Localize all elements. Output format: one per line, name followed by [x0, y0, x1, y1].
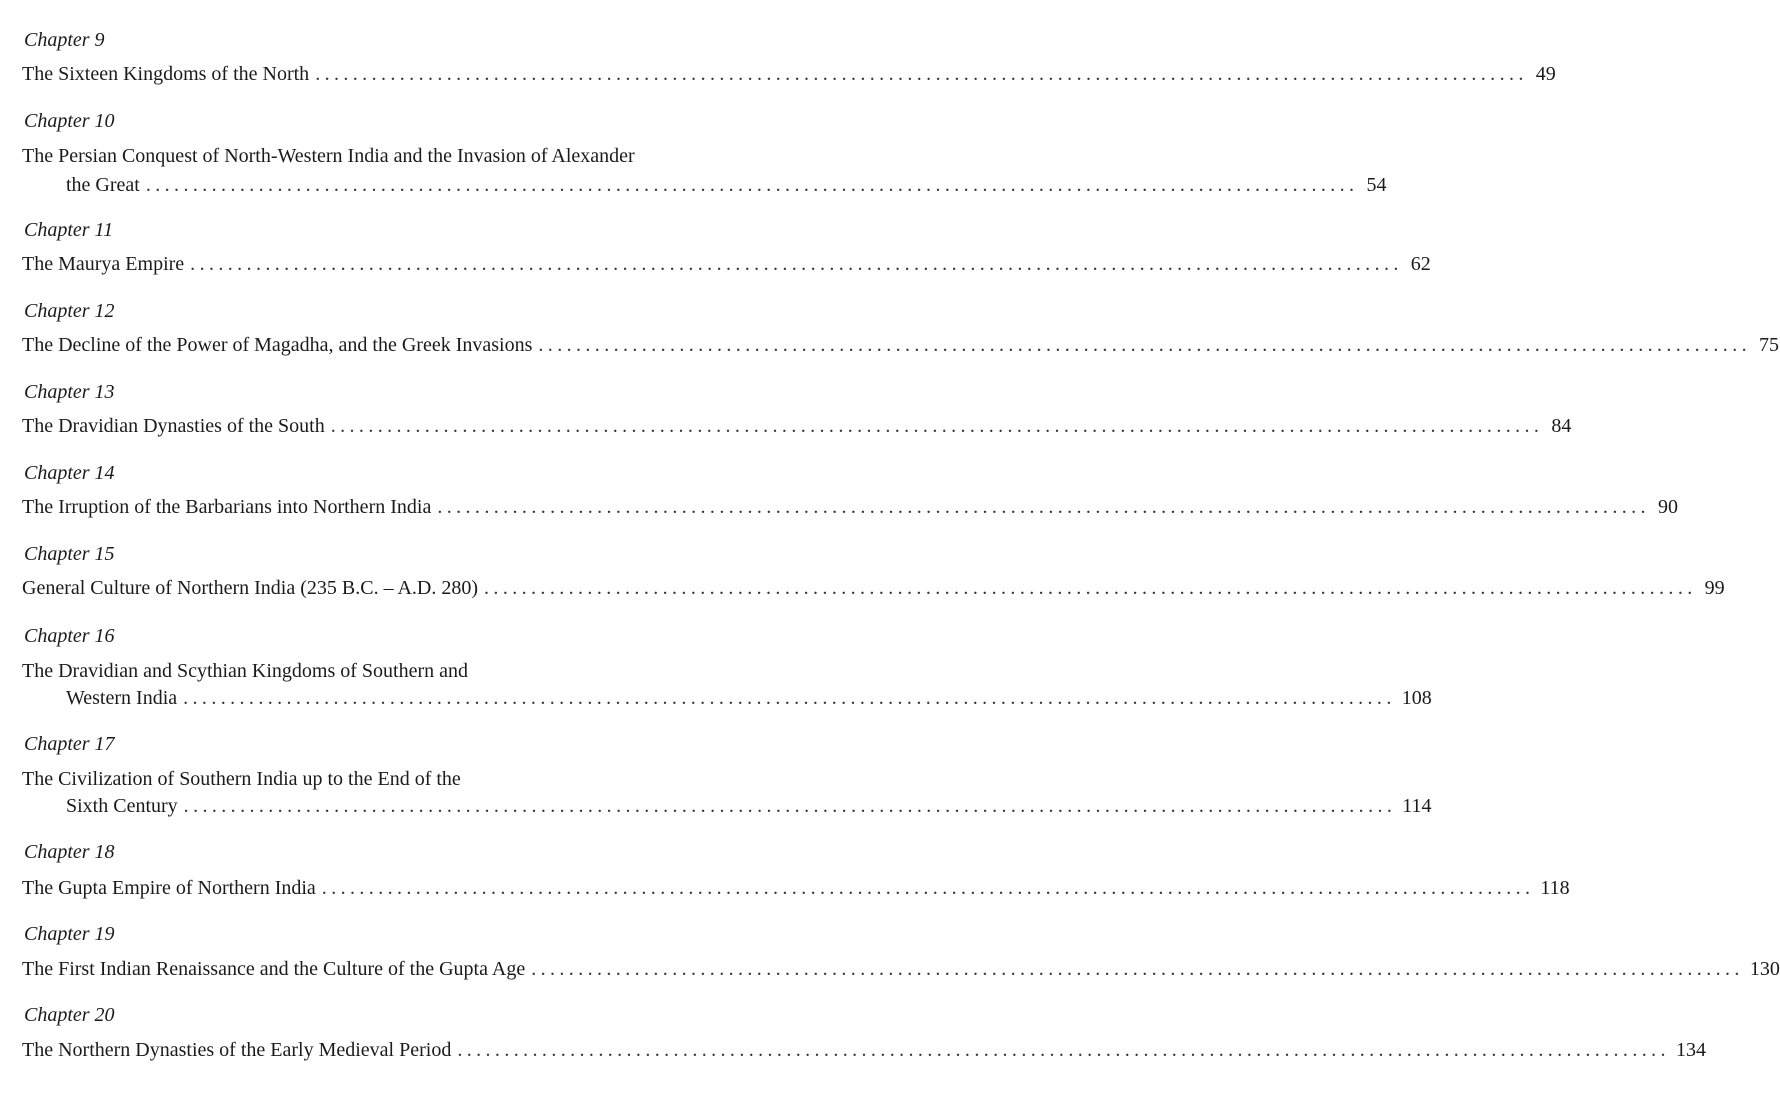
toc-line: [22, 251, 1431, 277]
chapter-title: The Maurya Empire: [22, 253, 185, 275]
page-number: 130: [1749, 958, 1780, 980]
chapter-label: Chapter 19: [24, 923, 115, 945]
chapter-label: Chapter 15: [24, 543, 115, 565]
dot-leader: .................................................................................................................................: [321, 877, 1535, 899]
dot-leader: .................................................................................................................................: [145, 174, 1359, 196]
page-number: 108: [1401, 687, 1432, 709]
chapter-label: Chapter 10: [24, 110, 115, 132]
page-number: 114: [1402, 795, 1432, 817]
chapter-title: General Culture of Northern India (235 B.C. – A.D. 280): [22, 577, 479, 599]
page-number: 118: [1540, 877, 1570, 899]
dot-leader: .................................................................................................................................: [183, 687, 1396, 709]
toc-line: [66, 685, 1432, 711]
chapter-title-line-2: Western India: [66, 687, 178, 709]
chapter-title: The Dravidian Dynasties of the South: [22, 415, 325, 437]
dot-leader: .................................................................................................................................: [315, 63, 1528, 85]
chapter-title: The Sixteen Kingdoms of the North: [22, 63, 310, 85]
chapter-label: Chapter 9: [24, 29, 105, 51]
chapter-title: The Decline of the Power of Magadha, and the Greek Invasions: [22, 334, 533, 356]
page-number: 99: [1704, 577, 1725, 599]
chapter-label: Chapter 17: [24, 733, 115, 755]
toc-line: [22, 1037, 1706, 1063]
chapter-title-line-1: The Civilization of Southern India up to the End of the: [22, 768, 461, 790]
dot-leader: .................................................................................................................................: [183, 795, 1397, 817]
dot-leader: .................................................................................................................................: [330, 415, 1544, 437]
toc-line: [66, 793, 1432, 819]
dot-leader: .................................................................................................................................: [531, 958, 1744, 980]
chapter-title: The Gupta Empire of Northern India: [22, 877, 316, 899]
toc-line: [22, 956, 1780, 982]
toc-line: [66, 172, 1387, 198]
page-number: 75: [1759, 334, 1779, 356]
page-number: 134: [1675, 1039, 1706, 1061]
chapter-title-line-2: the Great: [66, 174, 140, 196]
chapter-label: Chapter 18: [24, 841, 115, 863]
chapter-label: Chapter 11: [24, 219, 114, 241]
dot-leader: .................................................................................................................................: [484, 577, 1697, 599]
page-number: 90: [1657, 496, 1678, 518]
toc-line: [22, 875, 1570, 901]
chapter-label: Chapter 12: [24, 300, 115, 322]
page-number: 49: [1535, 63, 1556, 85]
toc-line: [22, 61, 1556, 87]
dot-leader: .................................................................................................................................: [538, 334, 1751, 356]
page-number: 54: [1366, 174, 1387, 196]
chapter-label: Chapter 16: [24, 625, 115, 647]
toc-line: [22, 332, 1779, 358]
chapter-title-line-1: The Persian Conquest of North-Western India and the Invasion of Alexander: [22, 145, 635, 167]
dot-leader: .................................................................................................................................: [437, 496, 1650, 518]
chapter-title: The Northern Dynasties of the Early Medieval Period: [22, 1039, 452, 1061]
page-number: 62: [1410, 253, 1431, 275]
toc-line: [22, 494, 1678, 520]
chapter-title: The First Indian Renaissance and the Culture of the Gupta Age: [22, 958, 526, 980]
toc-line: [22, 413, 1572, 439]
toc-line: [22, 575, 1725, 601]
dot-leader: .................................................................................................................................: [190, 253, 1403, 275]
chapter-title: The Irruption of the Barbarians into Northern India: [22, 496, 432, 518]
chapter-label: Chapter 20: [24, 1004, 115, 1026]
chapter-label: Chapter 14: [24, 462, 115, 484]
chapter-title-line-2: Sixth Century: [66, 795, 178, 817]
chapter-label: Chapter 13: [24, 381, 115, 403]
dot-leader: .................................................................................................................................: [457, 1039, 1670, 1061]
page-number: 84: [1551, 415, 1572, 437]
chapter-title-line-1: The Dravidian and Scythian Kingdoms of Southern and: [22, 660, 469, 682]
